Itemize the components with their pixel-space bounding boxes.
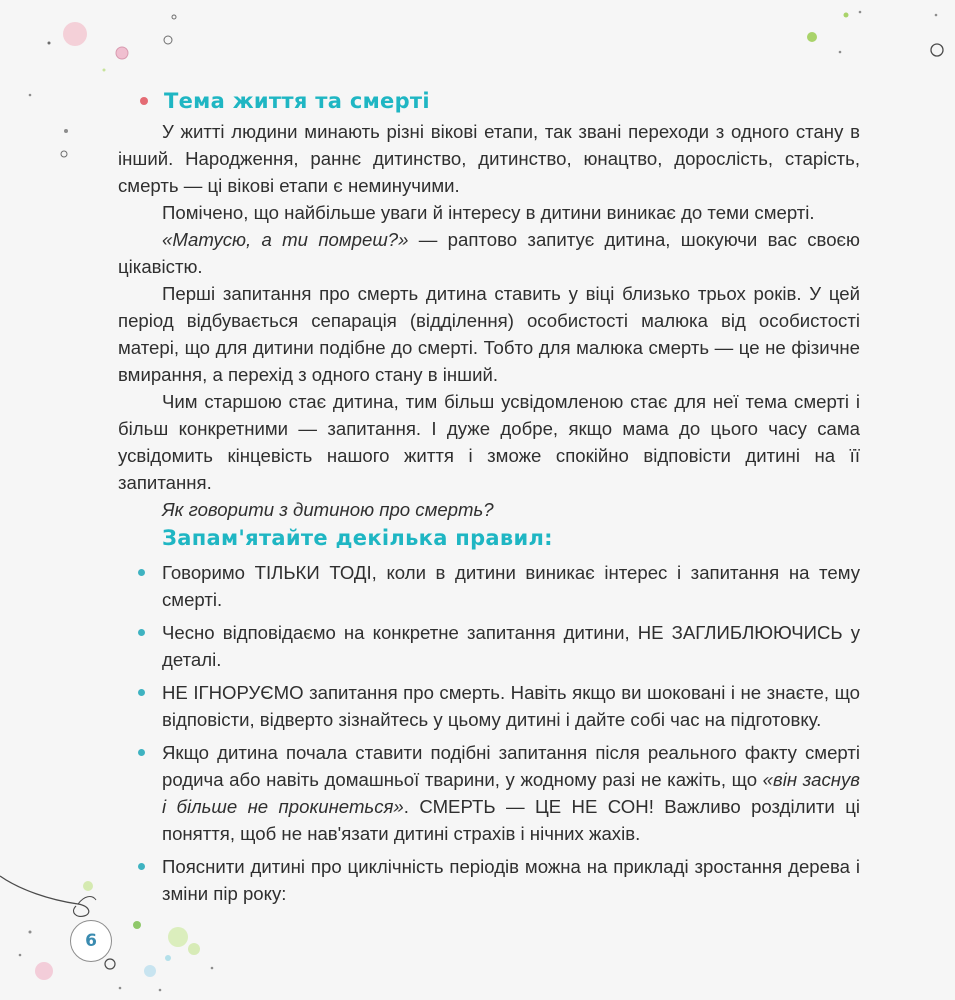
section-title: Тема життя та смерті [164, 89, 430, 113]
heading-bullet [140, 97, 148, 105]
paragraph-1: У житті людини минають різні вікові етапи, так звані переходи з одного стану в інший. Народження, раннє дитинство, дитинство, юнацтво, дорослість, старість, смерть — ці вікові етапи є неминучими. [118, 121, 860, 196]
paragraph-4: Чим старшою стає дитина, тим більш усвідомленою стає для неї тема смерті і більш конкретними — запитання. І дуже добре, якщо мама до цього часу сама усвідомить кінцевість нашого життя і зможе спокійно відповісти дитині на її запитання. [118, 391, 860, 493]
list-item [118, 679, 860, 733]
paragraph-quote [118, 226, 860, 280]
list-item [118, 739, 860, 847]
list-bullet [138, 863, 145, 870]
rule-text: Пояснити дитині про циклічність періодів можна на прикладі зростання дерева і зміни пір року: [162, 856, 860, 904]
quote-italic: «Матусю, а ти помреш?» [162, 229, 409, 250]
list-bullet [138, 569, 145, 576]
list-item [118, 619, 860, 673]
rule-text: Якщо дитина почала ставити подібні запитання після реального факту смерті родича або навіть домашньої тварини, у жодному разі не кажіть, що [162, 742, 860, 790]
page-number: 6 [70, 920, 112, 962]
question-line: Як говорити з дитиною про смерть? [162, 499, 494, 520]
list-bullet [138, 629, 145, 636]
rule-text: НЕ ІГНОРУЄМО запитання про смерть. Навіть якщо ви шоковані і не знаєте, що відповісти, відверто зізнайтесь у цьому дитині і дайте собі час на підготовку. [162, 682, 860, 730]
main-content [118, 84, 860, 913]
list-bullet [138, 689, 145, 696]
list-item [118, 853, 860, 907]
rule-text: Говоримо ТІЛЬКИ ТОДІ, коли в дитини виникає інтерес і запитання на тему смерті. [162, 562, 860, 610]
section-heading [118, 84, 860, 118]
list-item [118, 559, 860, 613]
quote-rest: — раптово запитує дитина, шокуючи вас своєю цікавістю. [118, 229, 860, 277]
rules-list [118, 559, 860, 907]
list-bullet [138, 749, 145, 756]
rule-text: Чесно відповідаємо на конкретне запитання дитини, НЕ ЗАГЛИБЛЮЮЧИСЬ у деталі. [162, 622, 860, 670]
rule-text: . СМЕРТЬ — ЦЕ НЕ СОН! Важливо розділити ці поняття, щоб не нав'язати дитині страхів і нічних жахів. [162, 796, 860, 844]
rules-heading: Запам'ятайте декілька правил: [162, 526, 553, 550]
rule-text-italic: «він заснув і більше не прокинеться» [162, 769, 860, 817]
paragraph-3: Перші запитання про смерть дитина ставить у віці близько трьох років. У цей період відбувається сепарація (відділення) особистості малюка від особистості матері, що для дитини подібне до смерті. Тобто для малюка смерть — це не фізичне вмирання, а перехід з одного стану в інший. [118, 283, 860, 385]
paragraph-2: Помічено, що найбільше уваги й інтересу в дитини виникає до теми смерті. [162, 202, 815, 223]
